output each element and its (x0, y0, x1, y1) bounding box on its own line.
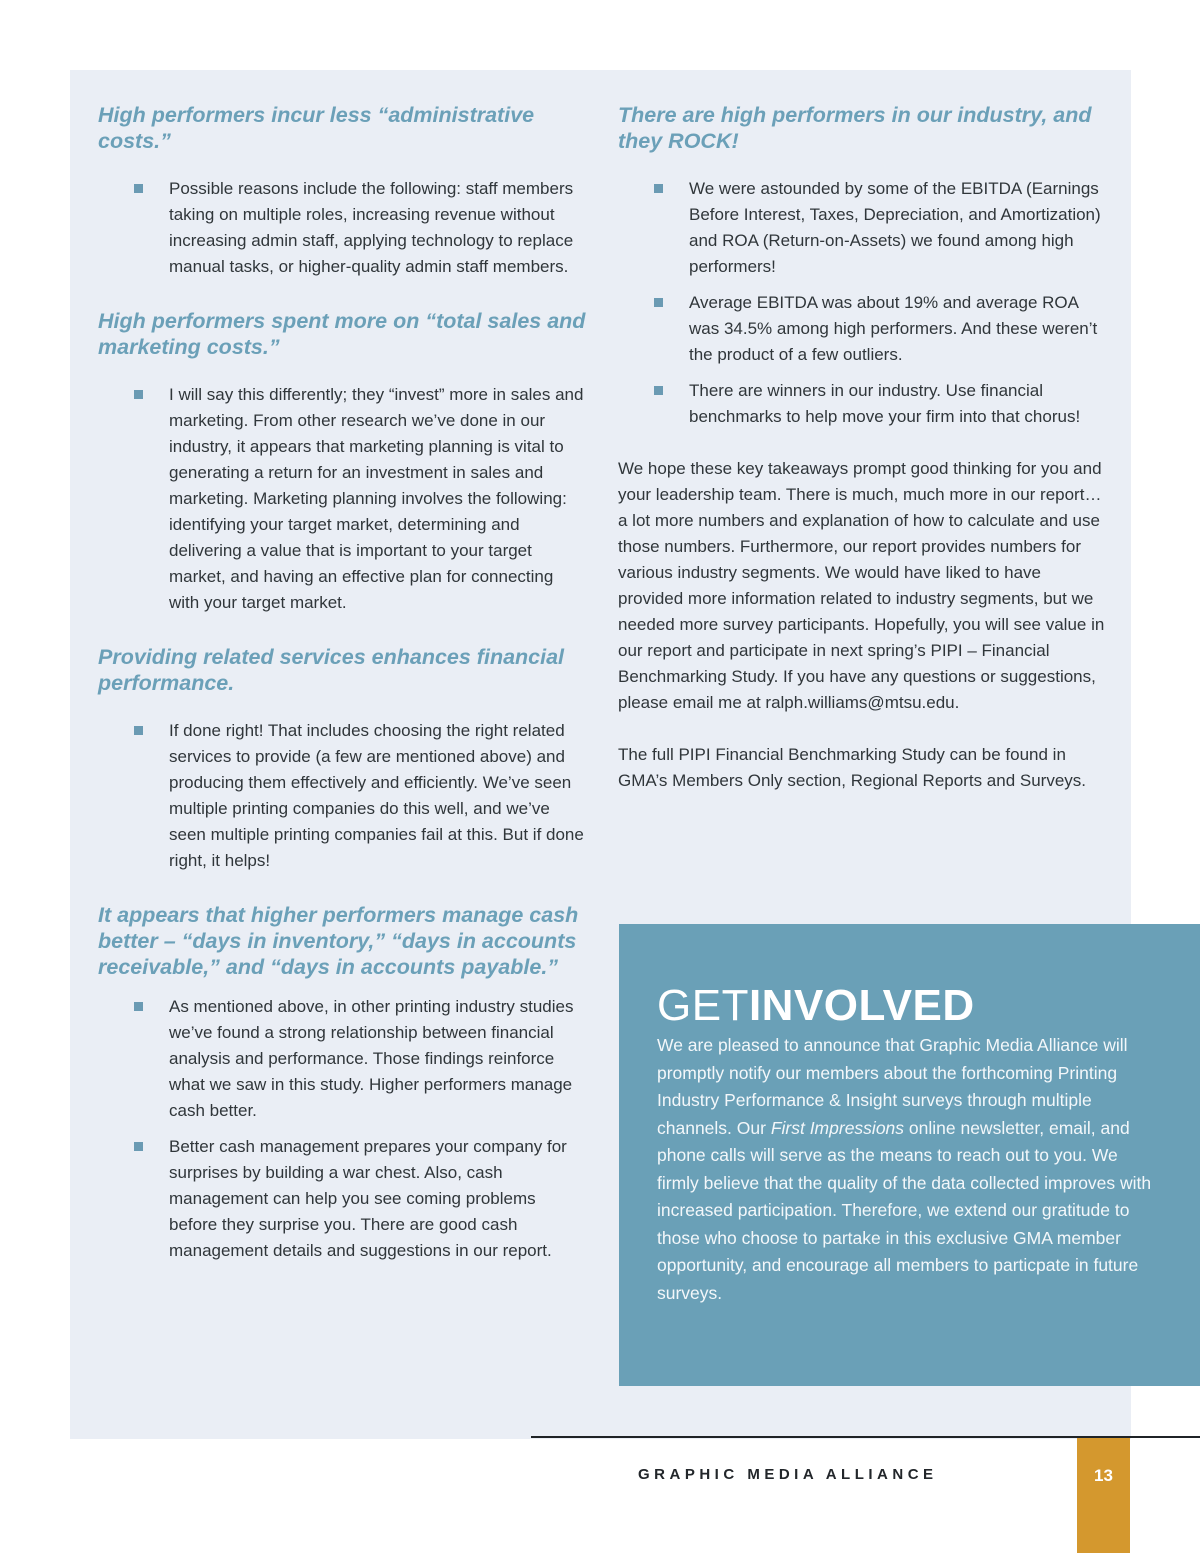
section-heading-sales-marketing: High performers spent more on “total sales and marketing costs.” (98, 309, 586, 359)
page-number: 13 (1094, 1466, 1113, 1485)
bullet-list-cash-management (98, 994, 588, 1264)
bullet-list-related-services (98, 718, 588, 874)
square-bullet-icon (654, 386, 663, 395)
list-item: Possible reasons include the following: staff members taking on multiple roles, increasing revenue without increasing admin staff, applying technology to replace manual tasks, or higher-quality admin staff members. (98, 176, 588, 280)
page-number-tab (1077, 1438, 1130, 1553)
closing-paragraph: We hope these key takeaways prompt good thinking for you and your leadership team. There is much, much more in our report… a lot more numbers and explanation of how to calculate and use those numbers. Furthermore, our report provides numbers for various industry segments. We would have liked to have provided more information related to industry segments, but we needed more survey participants. Hopefully, you will see value in our report and participate in next spring’s PIPI – Financial Benchmarking Study. If you have any questions or suggestions, please email me at ralph.williams@mtsu.edu. (618, 459, 1105, 712)
list-item: Better cash management prepares your company for surprises by building a war chest. Also, cash management can help you see coming problems before they surprise you. There are good cash management details and suggestions in our report. (98, 1134, 588, 1264)
bullet-list-admin-costs (98, 176, 588, 280)
square-bullet-icon (134, 726, 143, 735)
list-item: There are winners in our industry. Use financial benchmarks to help move your firm into that chorus! (618, 378, 1108, 430)
study-location-paragraph: The full PIPI Financial Benchmarking Study can be found in GMA’s Members Only section, Regional Reports and Surveys. (618, 745, 1087, 790)
right-column (618, 102, 1108, 820)
section-heading-related-services: Providing related services enhances financial performance. (98, 645, 565, 695)
get-involved-callout (619, 924, 1200, 1386)
callout-text: We are pleased to announce that Graphic Media Alliance will promptly notify our members about the forthcoming Printing Industry Performance & Insight surveys through multiple channels. Our First Impressions online newsletter, email, and phone calls will serve as the means to reach out to you. We firmly believe that the quality of the data collected improves with increased participation. Therefore, we extend our gratitude to those who choose to partake in this exclusive GMA member opportunity, and encourage all members to particpate in future surveys. (657, 1035, 1152, 1303)
list-item: I will say this differently; they “invest” more in sales and marketing. From other research we’ve done in our industry, it appears that marketing planning is vital to generating a return for an investment in sales and marketing. Marketing planning involves the following: identifying your target market, determining and delivering a value that is important to your target market, and having an effective plan for connecting with your target market. (98, 382, 588, 616)
section-heading-cash-management: It appears that higher performers manage cash better – “days in inventory,” “days in accounts receivable,” and “days in accounts payable.” (98, 903, 579, 979)
callout-title-bold: INVOLVED (748, 981, 975, 1030)
list-item: As mentioned above, in other printing industry studies we’ve found a strong relationship between financial analysis and performance. Those findings reinforce what we saw in this study. Higher performers manage cash better. (98, 994, 588, 1124)
list-item: We were astounded by some of the EBITDA (Earnings Before Interest, Taxes, Depreciation, and Amortization) and ROA (Return-on-Assets) we found among high performers! (618, 176, 1108, 280)
bullet-list-high-performers (618, 176, 1108, 430)
callout-title-light: GET (657, 981, 749, 1030)
square-bullet-icon (654, 184, 663, 193)
footer-brand: GRAPHIC MEDIA ALLIANCE (638, 1466, 938, 1483)
bullet-list-sales-marketing (98, 382, 588, 616)
left-column (98, 102, 588, 1292)
square-bullet-icon (134, 1142, 143, 1151)
list-item: Average EBITDA was about 19% and average ROA was 34.5% among high performers. And these weren’t the product of a few outliers. (618, 290, 1108, 368)
square-bullet-icon (134, 390, 143, 399)
section-heading-high-performers: There are high performers in our industry, and they ROCK! (618, 103, 1092, 153)
square-bullet-icon (654, 298, 663, 307)
callout-title (657, 982, 1157, 1030)
section-heading-admin-costs: High performers incur less “administrative costs.” (98, 103, 535, 153)
square-bullet-icon (134, 184, 143, 193)
square-bullet-icon (134, 1002, 143, 1011)
callout-content (657, 982, 1157, 1307)
newsletter-name: First Impressions (770, 1117, 905, 1138)
list-item: If done right! That includes choosing the right related services to provide (a few are mentioned above) and producing them effectively and efficiently. We’ve seen multiple printing companies do this well, and we’ve seen multiple printing companies fail at this. But if done right, it helps! (98, 718, 588, 874)
